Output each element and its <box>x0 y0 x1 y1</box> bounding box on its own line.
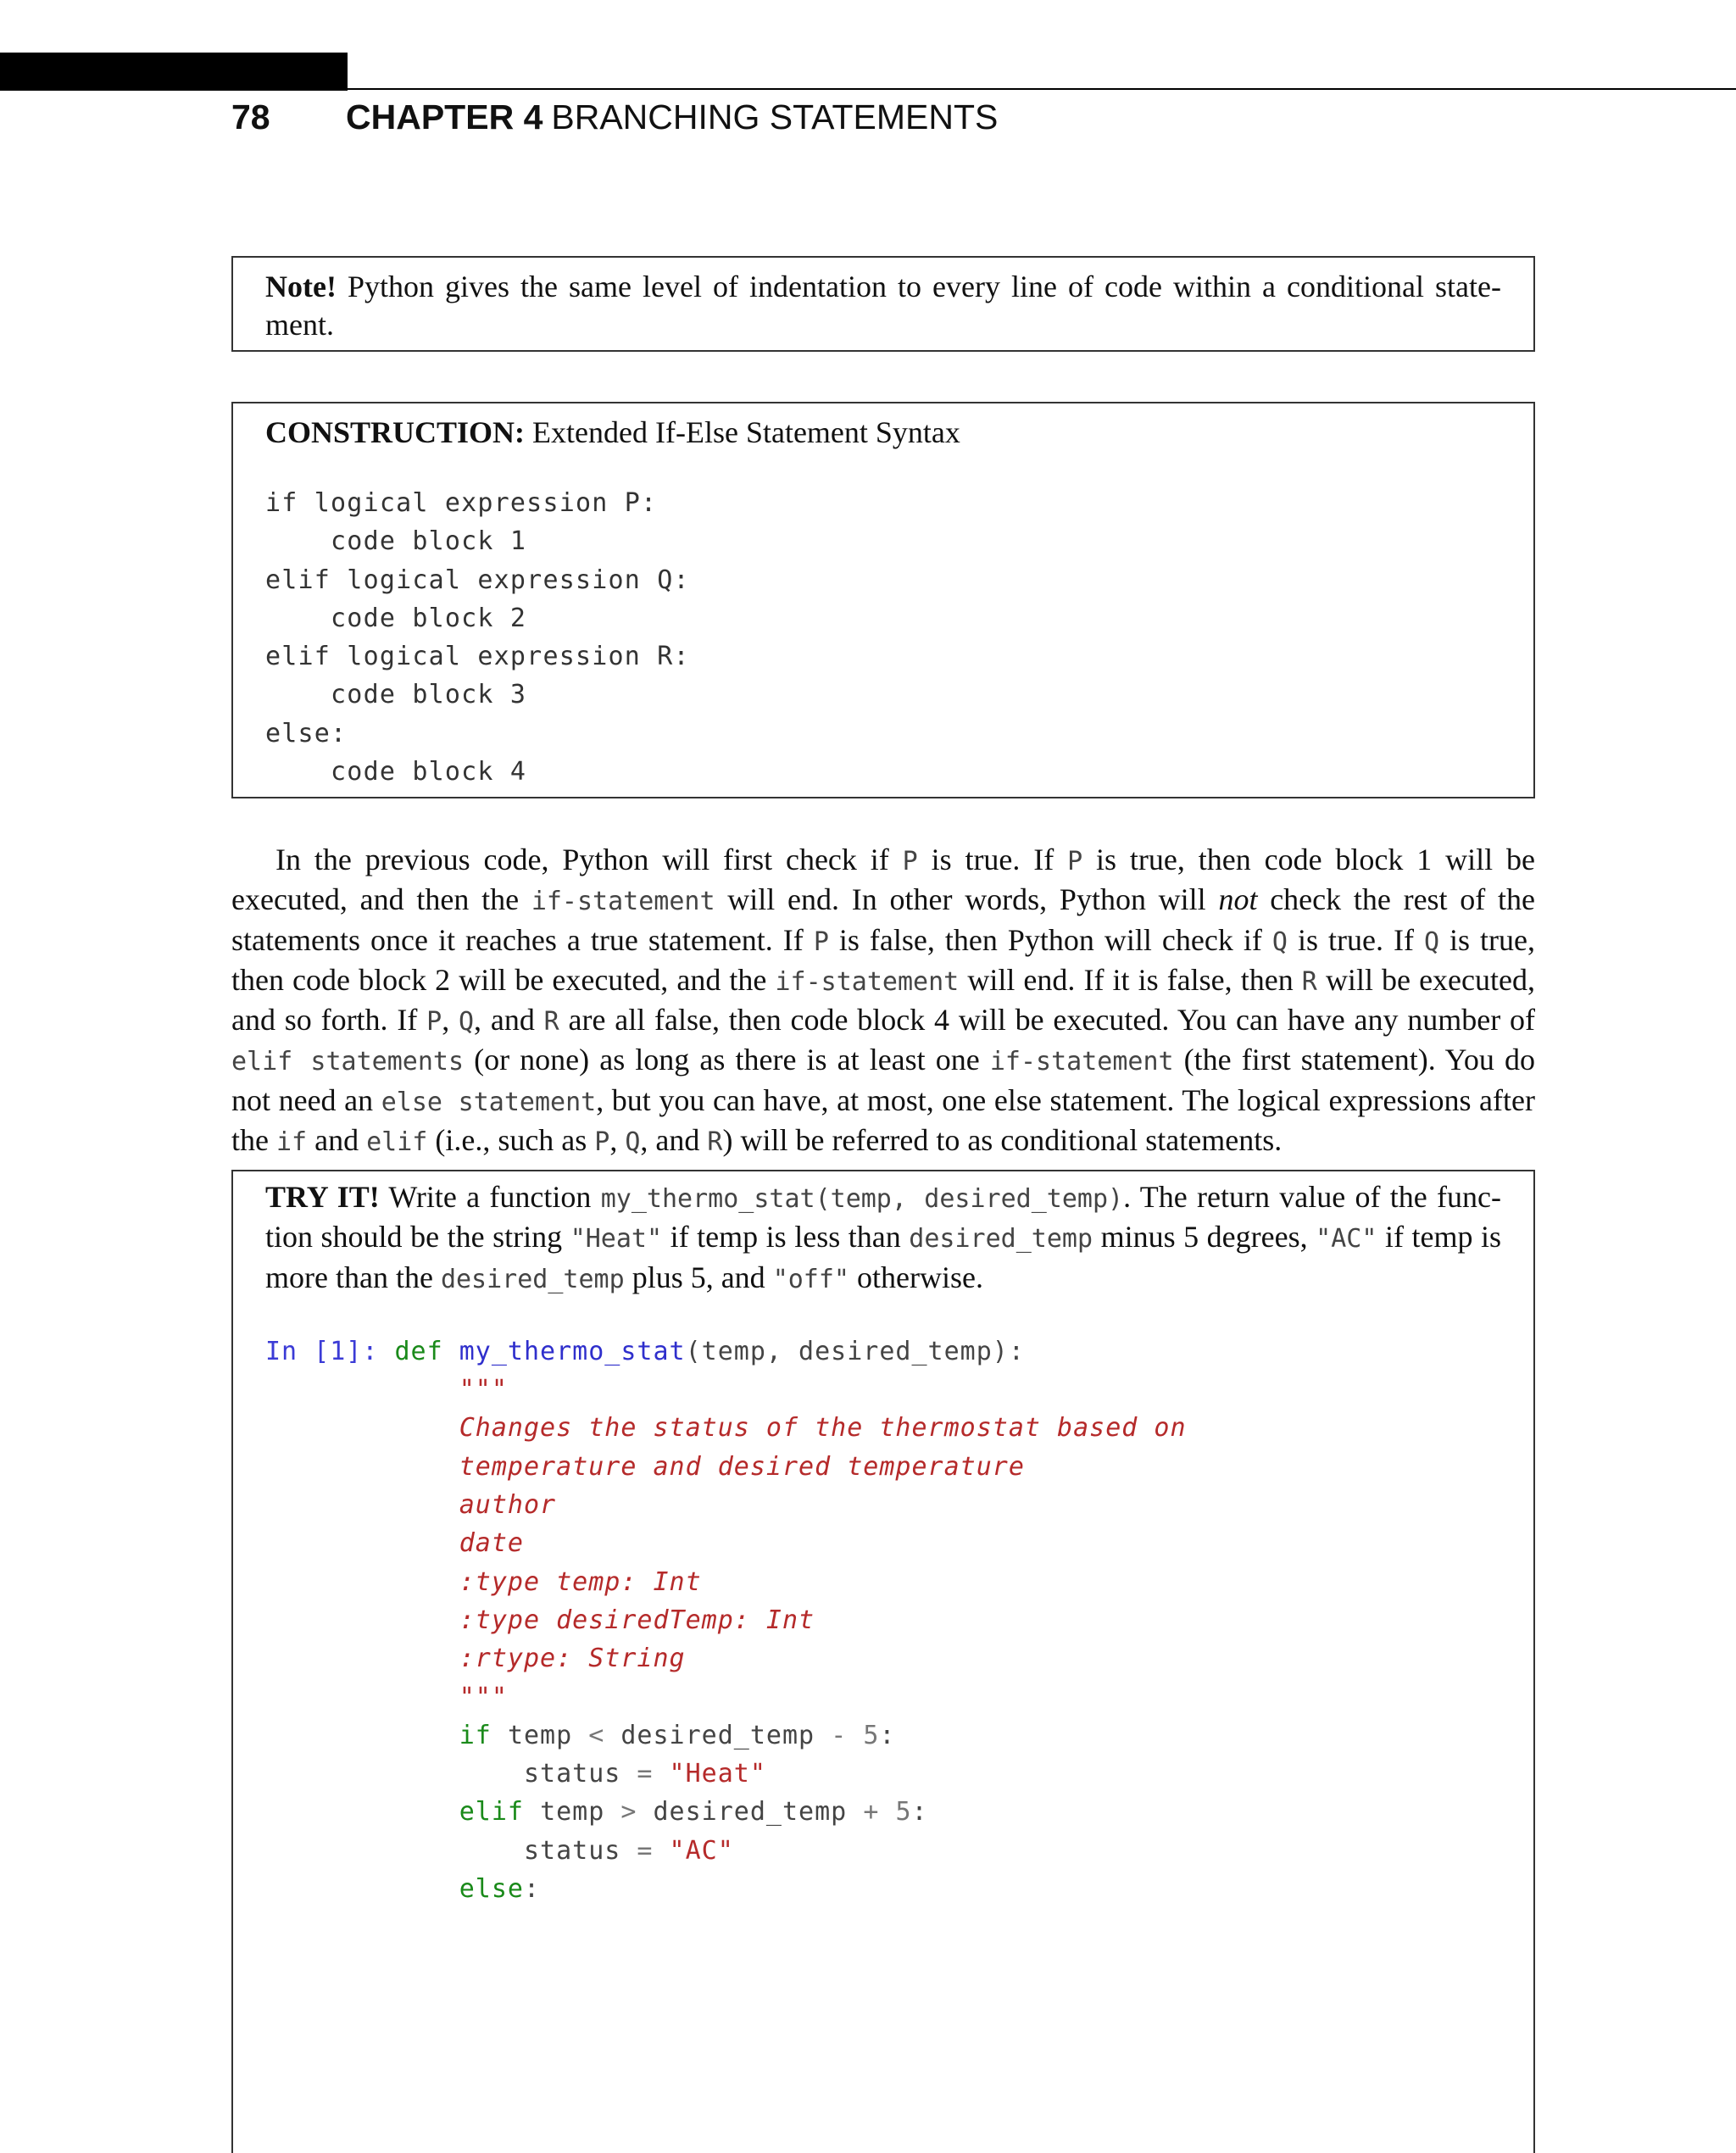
text-run: plus 5, and <box>624 1260 773 1294</box>
inline-code: "off" <box>772 1264 849 1294</box>
text-run: , <box>442 1003 459 1038</box>
inline-code: Q <box>1271 926 1288 957</box>
tryit-box <box>231 1170 1535 2153</box>
inline-code: P <box>594 1127 610 1158</box>
punctuation: : <box>524 1874 541 1905</box>
code-line: code block 1 <box>265 526 527 557</box>
text-run: if temp is more than the <box>265 1220 1502 1294</box>
code-line: else: <box>265 718 348 748</box>
text-run: is true. If <box>917 843 1068 876</box>
tryit-text <box>265 1178 1501 1299</box>
code-line-docstring <box>265 1486 1501 1524</box>
punctuation: : <box>879 1720 896 1750</box>
construction-heading <box>265 414 1501 452</box>
code-line-docstring <box>265 1409 1501 1447</box>
inline-code: P <box>426 1007 442 1038</box>
params: (temp, desired_temp): <box>685 1336 1025 1366</box>
text-run: ) will be referred to as conditional statements. <box>722 1123 1283 1158</box>
text-run: (or none) as long as there is at least one <box>464 1043 990 1077</box>
code-line-assign-heat <box>265 1755 1501 1793</box>
inline-code: P <box>902 847 918 876</box>
text-run: In the previous code, Python will first check if <box>275 843 903 876</box>
inline-code: R <box>707 1127 723 1158</box>
note-text <box>265 268 1501 344</box>
text-run: . The return value of the func-tion should be the string <box>265 1180 1502 1255</box>
identifier: status <box>523 1759 621 1789</box>
operator: = <box>637 1835 654 1866</box>
keyword: elif <box>459 1797 524 1828</box>
code-line-docstring <box>265 1601 1501 1639</box>
string: """ <box>459 1375 508 1405</box>
identifier: status <box>523 1835 621 1866</box>
code-line-docstring <box>265 1448 1501 1486</box>
text-run: , <box>609 1123 626 1158</box>
text-run: minus 5 degrees, <box>1093 1220 1316 1255</box>
code-line-docstring <box>265 1563 1501 1601</box>
operator: > <box>620 1797 637 1828</box>
text-run: will end. If it is false, then <box>959 962 1302 997</box>
construction-title: Extended If-Else Statement Syntax <box>532 415 960 449</box>
text-run: will be executed, and so forth. If <box>231 962 1535 1038</box>
keyword: else <box>459 1874 524 1905</box>
text-run: will end. In other words, Python will <box>715 882 1219 917</box>
inline-code: Q <box>625 1127 641 1158</box>
number: 5 <box>863 1720 880 1750</box>
inline-code: R <box>543 1007 559 1038</box>
docstring: :type temp: Int <box>459 1566 702 1597</box>
text-run: (the first statement). You do not need an <box>231 1043 1535 1117</box>
number: 5 <box>895 1797 912 1828</box>
identifier: desired_temp <box>653 1797 848 1828</box>
docstring: date <box>459 1528 524 1559</box>
construction-box <box>231 402 1535 798</box>
inline-code: else statement <box>381 1087 597 1117</box>
code-line: elif logical expression Q: <box>265 565 690 595</box>
code-line-assign-ac <box>265 1832 1501 1870</box>
construction-code <box>265 484 1501 791</box>
code-line: elif logical expression R: <box>265 642 690 672</box>
text-run: , but you can have, at most, one else statement. The logical expressions after the <box>231 1082 1535 1158</box>
text-run: and <box>307 1123 367 1158</box>
function-name: my_thermo_stat <box>459 1336 686 1366</box>
cell-prompt: In [1]: <box>265 1336 379 1366</box>
chapter-title: BRANCHING STATEMENTS <box>551 97 999 136</box>
text-run: (i.e., such as <box>427 1123 595 1158</box>
text-run: is true. If <box>1287 922 1424 957</box>
text-run: is true, then code block 2 will be executed, and the <box>231 922 1536 997</box>
text-run: otherwise. <box>849 1260 983 1294</box>
keyword: if <box>459 1720 492 1750</box>
docstring: author <box>459 1490 557 1521</box>
text-run: is true, then code block 1 will be executed, and then the <box>231 843 1535 917</box>
inline-code: my_thermo_stat(temp, desired_temp) <box>600 1184 1124 1214</box>
operator: = <box>637 1759 654 1789</box>
identifier: desired_temp <box>620 1720 815 1750</box>
operator: + <box>863 1797 880 1828</box>
text-run: , and <box>640 1123 708 1158</box>
construction-label: CONSTRUCTION: <box>265 415 526 449</box>
inline-code: elif <box>366 1127 428 1158</box>
tryit-code-cell <box>265 1332 1501 1908</box>
inline-code: if <box>275 1127 308 1158</box>
inline-code: Q <box>1423 926 1439 957</box>
text-run: Write a function <box>379 1180 601 1214</box>
inline-code: "AC" <box>1316 1224 1377 1255</box>
inline-code: if-statement <box>989 1047 1174 1077</box>
identifier: temp <box>507 1720 573 1750</box>
identifier: temp <box>540 1797 605 1828</box>
tryit-label: TRY IT! <box>265 1180 380 1214</box>
note-box <box>231 256 1535 352</box>
inline-code: desired_temp <box>440 1264 625 1294</box>
text-run: , and <box>474 1003 544 1038</box>
code-line-docstring <box>265 1524 1501 1562</box>
punctuation: : <box>911 1797 928 1828</box>
inline-code: P <box>813 926 829 957</box>
inline-code: elif statements <box>231 1047 465 1077</box>
code-line-docstring-close <box>265 1678 1501 1716</box>
docstring: :rtype: String <box>459 1644 686 1674</box>
string: "Heat" <box>669 1759 766 1789</box>
page-number: 78 <box>231 97 270 136</box>
inline-code: desired_temp <box>909 1224 1093 1255</box>
text-run: is false, then Python will check if <box>828 922 1272 957</box>
text-run: check the rest of the statements once it reaches a true statement. If <box>231 882 1536 957</box>
text-run: are all false, then code block 4 will be executed. You can have any number of <box>559 1003 1536 1038</box>
code-line: code block 4 <box>265 757 527 787</box>
code-line-if <box>265 1716 1501 1755</box>
code-line-docstring <box>265 1639 1501 1677</box>
header-rule <box>0 88 1736 90</box>
code-line-elif <box>265 1793 1501 1831</box>
emphasis: not <box>1218 882 1258 917</box>
inline-code: Q <box>458 1007 475 1038</box>
inline-code: "Heat" <box>570 1224 663 1255</box>
code-line: code block 2 <box>265 603 527 633</box>
code-line-else <box>265 1870 1501 1908</box>
docstring: :type desiredTemp: Int <box>459 1605 815 1635</box>
header-black-bar <box>0 53 348 91</box>
note-label: Note! <box>265 270 337 303</box>
code-line-def <box>265 1332 1501 1371</box>
string: """ <box>459 1682 508 1712</box>
docstring: Changes the status of the thermostat based on <box>459 1413 1187 1444</box>
code-line-docstring-open <box>265 1371 1501 1409</box>
inline-code: if-statement <box>531 887 715 917</box>
operator: - <box>831 1720 848 1750</box>
running-head <box>231 95 998 139</box>
code-line: code block 3 <box>265 680 527 710</box>
inline-code: P <box>1067 847 1083 876</box>
note-body: Python gives the same level of indentation to every line of code within a conditional state-ment. <box>265 270 1501 342</box>
docstring: temperature and desired temperature <box>459 1451 1025 1482</box>
keyword: def <box>394 1336 443 1366</box>
operator: < <box>588 1720 605 1750</box>
inline-code: if-statement <box>775 966 960 997</box>
inline-code: R <box>1301 966 1317 997</box>
code-line: if logical expression P: <box>265 488 658 518</box>
text-run: if temp is less than <box>662 1220 910 1255</box>
chapter-label: CHAPTER 4 <box>346 97 543 136</box>
body-paragraph <box>231 841 1535 1161</box>
string: "AC" <box>669 1835 734 1866</box>
